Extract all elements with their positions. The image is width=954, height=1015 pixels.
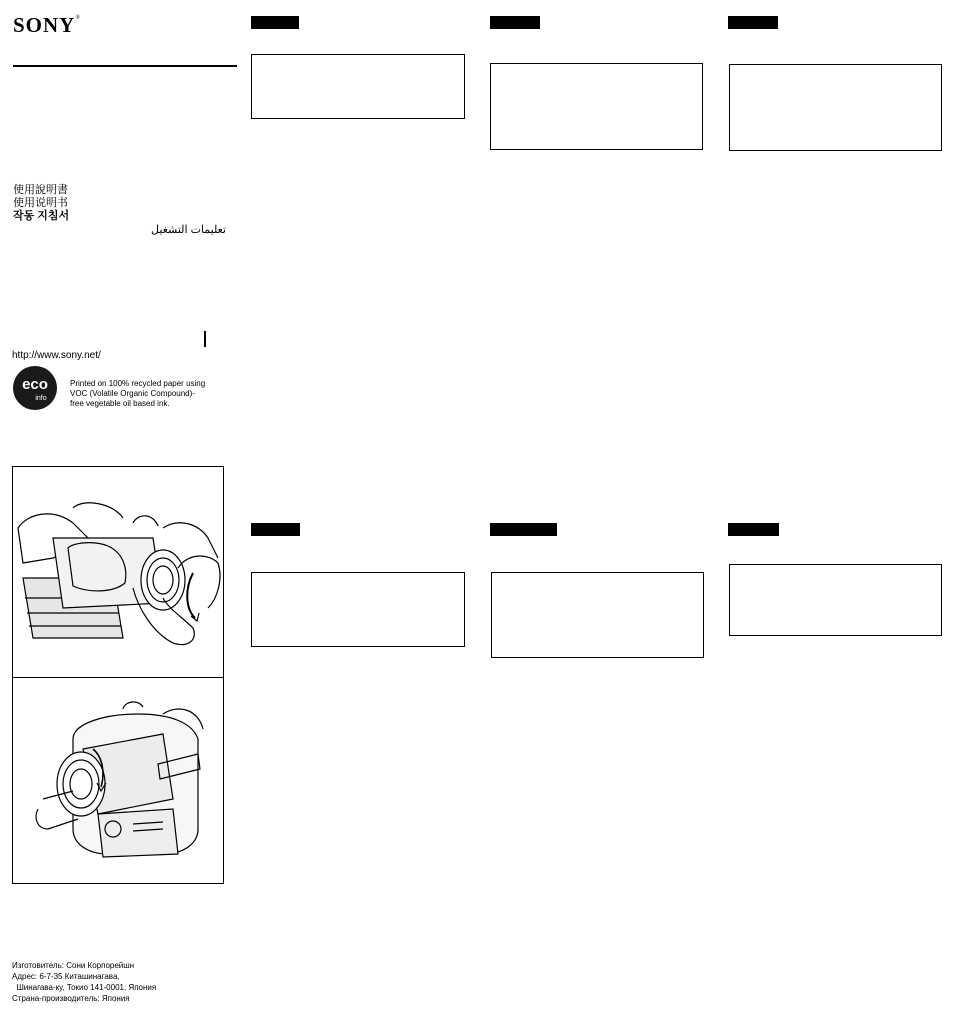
- eco-info-icon: [13, 366, 57, 410]
- eco-badge-sub: info: [35, 395, 47, 402]
- website-url: http://www.sony.net/: [12, 350, 101, 361]
- manual-titles: [13, 184, 69, 223]
- notice-box-3: [729, 64, 942, 151]
- title-simplified-chinese: 使用说明书: [13, 197, 68, 209]
- notice-box-6: [729, 564, 942, 636]
- edge-mark: [204, 331, 206, 347]
- notice-box-4: [251, 572, 465, 647]
- language-tab-6: [728, 523, 779, 536]
- camcorder-lens-ring-illustration: [13, 679, 224, 882]
- language-tab-2: [490, 16, 540, 29]
- language-tab-5: [490, 523, 557, 536]
- notice-box-2: [490, 63, 703, 150]
- eco-statement: Printed on 100% recycled paper using VOC (Volatile Organic Compound)- free vegetable oil based ink.: [70, 379, 206, 408]
- title-korean: 작동 지침서: [13, 210, 70, 222]
- notice-box-5: [491, 572, 704, 658]
- lens-ring-removal-illustration: [13, 468, 224, 676]
- language-tab-1: [251, 16, 299, 29]
- illustration-divider: [13, 677, 224, 678]
- title-traditional-chinese: 使用說明書: [13, 184, 68, 196]
- eco-badge-main: eco: [22, 376, 48, 393]
- title-rule: [13, 65, 237, 67]
- sony-logo: SONY®: [13, 13, 81, 37]
- notice-box-1: [251, 54, 465, 119]
- language-tab-3: [728, 16, 778, 29]
- title-arabic: تعليمات التشغيل: [151, 224, 226, 236]
- manufacturer-info: Изготовитель: Сони Корпорейшн Адрес: 6-7-35 Киташинагава, Шинагава-ку, Токио 141-0001, Япония Страна-производитель: Япония: [12, 961, 157, 1003]
- language-tab-4: [251, 523, 300, 536]
